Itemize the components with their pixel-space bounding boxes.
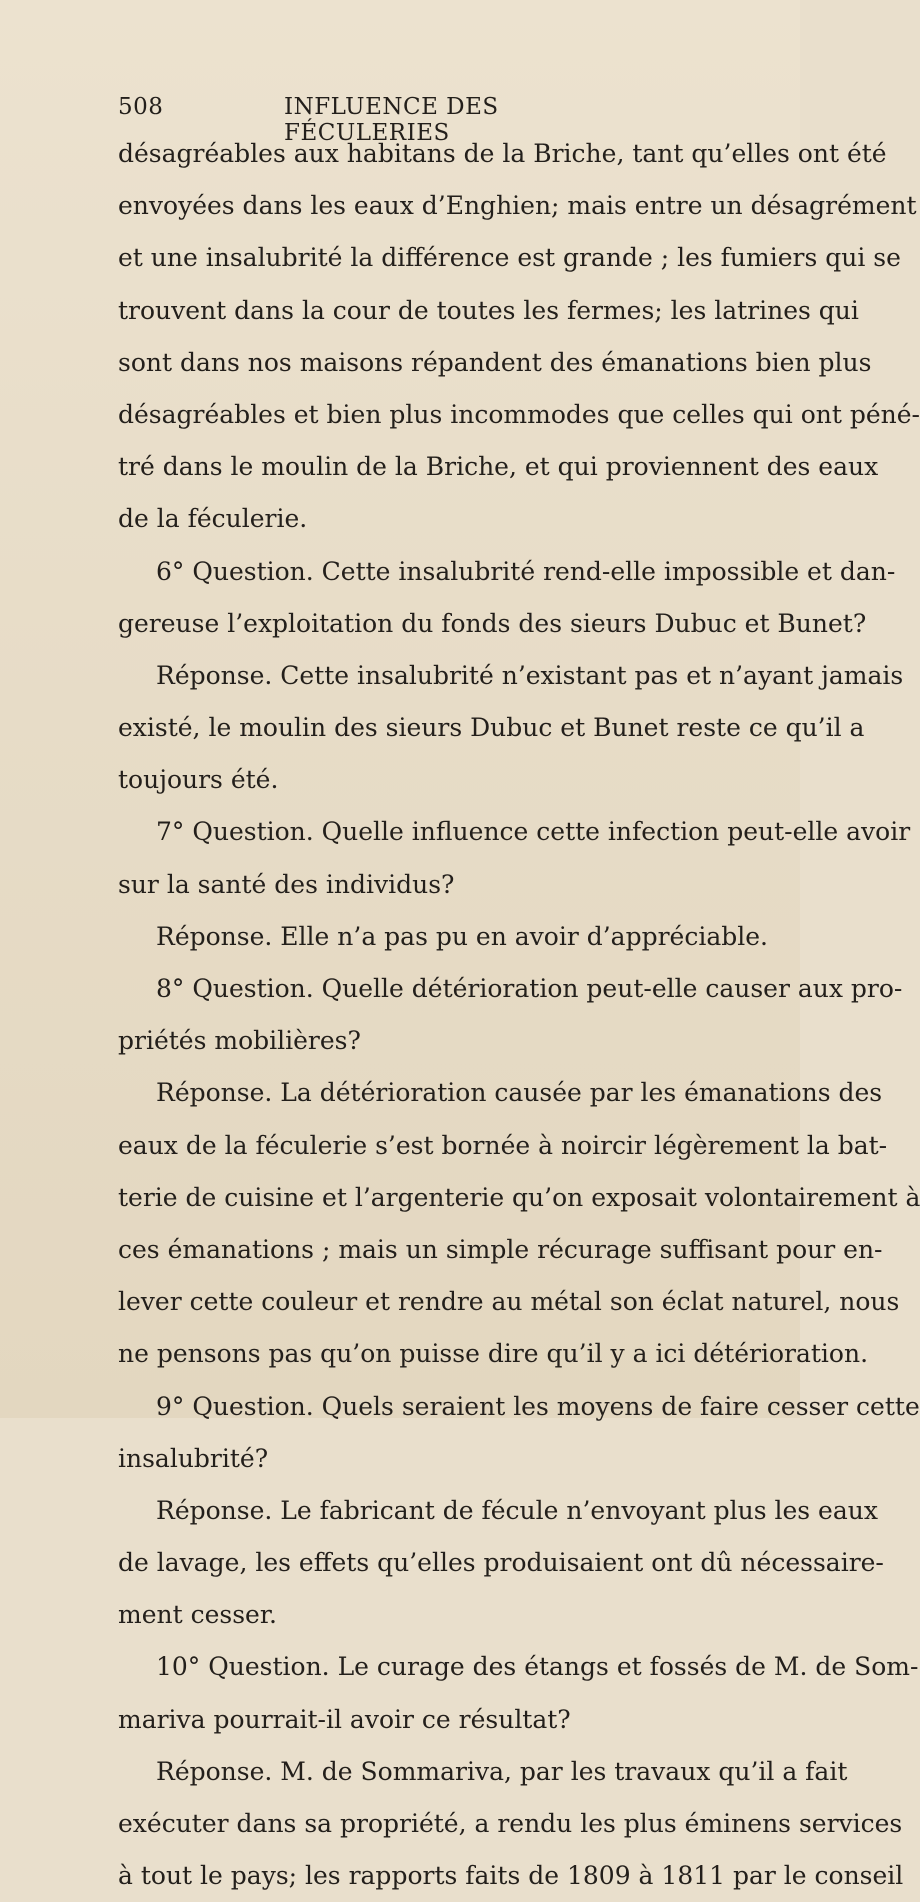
text-line: et une insalubrité la différence est grande ; les fumiers qui se <box>118 243 901 273</box>
text-line: envoyées dans les eaux d’Enghien; mais entre un désagrément <box>118 191 917 221</box>
text-line: existé, le moulin des sieurs Dubuc et Bunet reste ce qu’il a <box>118 713 865 743</box>
text-line: lever cette couleur et rendre au métal son éclat naturel, nous <box>118 1287 900 1317</box>
running-title: INFLUENCE DES FÉCULERIES <box>284 94 499 146</box>
text-line: mariva pourrait-il avoir ce résultat? <box>118 1704 571 1734</box>
text-line: Réponse. M. de Sommariva, par les travaux qu’il a fait <box>156 1756 848 1786</box>
page-number: 508 <box>118 94 164 120</box>
text-line: ces émanations ; mais un simple récurage suffisant pour en- <box>118 1234 883 1264</box>
text-line: tré dans le moulin de la Briche, et qui proviennent des eaux <box>118 452 879 482</box>
text-line: gereuse l’exploitation du fonds des sieurs Dubuc et Bunet? <box>118 608 867 638</box>
text-line: insalubrité? <box>118 1443 269 1473</box>
text-line: toujours été. <box>118 765 279 795</box>
text-line: terie de cuisine et l’argenterie qu’on exposait volontairement à <box>118 1182 920 1212</box>
text-line: trouvent dans la cour de toutes les fermes; les latrines qui <box>118 295 859 325</box>
text-line: sur la santé des individus? <box>118 869 455 899</box>
text-line: 9° Question. Quels seraient les moyens de faire cesser cette <box>156 1391 920 1421</box>
body-text <box>118 128 920 1902</box>
text-line: à tout le pays; les rapports faits de 1809 à 1811 par le conseil <box>118 1861 904 1891</box>
text-line: Réponse. Cette insalubrité n’existant pas et n’ayant jamais <box>156 660 904 690</box>
text-line: désagréables aux habitans de la Briche, tant qu’elles ont été <box>118 139 887 168</box>
text-line: exécuter dans sa propriété, a rendu les plus éminens services <box>118 1809 903 1838</box>
text-line: ment cesser. <box>118 1600 277 1630</box>
text-line: eaux de la féculerie s’est bornée à noircir légèrement la bat- <box>118 1130 888 1160</box>
text-line: priétés mobilières? <box>118 1026 361 1056</box>
text-line: 8° Question. Quelle détérioration peut-elle causer aux pro- <box>156 974 903 1003</box>
text-line: sont dans nos maisons répandent des émanations bien plus <box>118 347 872 377</box>
text-line: ne pensons pas qu’on puisse dire qu’il y a ici détérioration. <box>118 1339 869 1369</box>
page-header <box>118 94 618 146</box>
text-line: Réponse. Elle n’a pas pu en avoir d’appréciable. <box>156 921 768 951</box>
text-line: 6° Question. Cette insalubrité rend-elle impossible et dan- <box>156 556 896 586</box>
text-line: Réponse. La détérioration causée par les émanations des <box>156 1078 883 1108</box>
text-line: 7° Question. Quelle influence cette infection peut-elle avoir <box>156 817 911 847</box>
text-line: 10° Question. Le curage des étangs et fossés de M. de Som- <box>156 1652 919 1682</box>
text-line: Réponse. Le fabricant de fécule n’envoyant plus les eaux <box>156 1495 878 1525</box>
text-line: de la féculerie. <box>118 504 308 534</box>
text-line: désagréables et bien plus incommodes que celles qui ont péné- <box>118 399 920 429</box>
text-line: de lavage, les effets qu’elles produisaient ont dû nécessaire- <box>118 1548 884 1578</box>
